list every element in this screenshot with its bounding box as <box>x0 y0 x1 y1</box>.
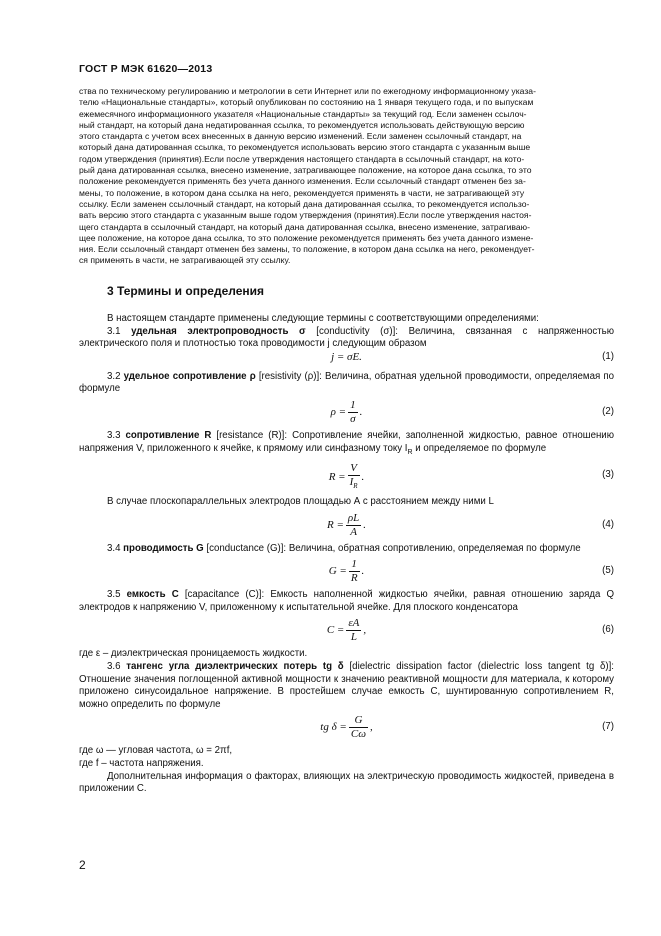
term-name: удельная электропроводность σ <box>131 325 306 337</box>
where-clause: где ω — угловая частота, ω = 2πf, <box>79 745 233 757</box>
equation-lhs: tg δ = <box>320 721 347 734</box>
intro-line: этого стандарта с учетом всех внесенных в данную версию изменений. Если заменен ссылочный стандарт, на <box>79 131 522 142</box>
denominator-symbol: I <box>349 476 354 489</box>
intro-paragraph <box>79 86 614 267</box>
equation-number: (2) <box>602 405 614 417</box>
intro-line: ства по техническому регулированию и метрологии в сети Интернет или по ежегодному информационному указа- <box>79 86 536 96</box>
equation-4 <box>79 509 614 543</box>
page-number: 2 <box>79 858 86 872</box>
equation-punct: . <box>363 518 367 531</box>
term-definition: Сопротивление ячейки, заполненной жидкостью, равное отношению напряжения V, приложенного к ячейке, к прямому или синфазному току I <box>79 429 614 454</box>
intro-line: годом утверждения (принятия).Если после утверждения настоящего стандарта в ссылочный стандарт, на кото- <box>79 153 525 164</box>
equation-lhs: R = <box>328 471 346 484</box>
equation-number: (5) <box>602 565 614 577</box>
fraction <box>349 714 368 741</box>
term-name: тангенс угла диэлектрических потерь tg δ <box>126 661 344 673</box>
equation-lhs: ρ = <box>330 406 347 418</box>
numerator: G <box>349 714 368 728</box>
term-english: [resistance (R)]: <box>216 429 288 441</box>
numerator: 1 <box>349 558 360 572</box>
term-3-6 <box>79 661 614 711</box>
term-english: [dielectric dissipation factor (dielectric loss tangent tg δ)]: <box>349 661 614 673</box>
equation-punct: . <box>359 406 363 418</box>
numerator: V <box>348 462 360 476</box>
term-english: [conductivity (σ)]: <box>316 325 398 337</box>
intro-line: мены, то положение, в котором дана ссылка на него, рекомендуется применять в части, не затрагивающей эту <box>79 187 525 198</box>
fraction <box>348 399 358 426</box>
denominator: L <box>350 631 357 644</box>
term-name: проводимость G <box>123 542 204 554</box>
subscript: R <box>353 482 358 491</box>
term-3-2 <box>79 371 614 396</box>
equation-number: (6) <box>602 624 614 636</box>
numerator: εA <box>348 617 360 630</box>
term-3-1 <box>79 326 614 351</box>
intro-line: щего стандарта в ссылочный стандарт, на который дана датированная ссылка, внесено изменение, затрагиваю- <box>79 221 530 232</box>
lead-paragraph: В настоящем стандарте применены следующие термины с соответствующими определениями: <box>107 313 539 324</box>
term-3-3 <box>79 430 614 459</box>
subscript: R <box>407 448 413 456</box>
section-body <box>79 313 614 796</box>
intro-line: положение рекомендуется применять без учета данного изменения. Если ссылочный стандарт отменен без за- <box>79 176 526 187</box>
equation-punct: . <box>361 565 365 578</box>
equation-number: (7) <box>602 721 614 733</box>
equation-number: (4) <box>602 518 614 530</box>
denominator <box>348 476 360 493</box>
equation-lhs: C = <box>326 624 345 637</box>
term-name: емкость C <box>126 589 179 601</box>
fraction <box>346 617 361 644</box>
term-number: 3.6 <box>107 661 121 673</box>
denominator: A <box>350 525 357 538</box>
equation-7 <box>79 711 614 745</box>
term-english: [capacitance (C)]: <box>184 589 265 601</box>
equation-6 <box>79 614 614 648</box>
intro-line: телю «Национальные стандарты», который опубликован по состоянию на 1 января текущего года, и по выпускам <box>79 97 534 108</box>
equation-number: (1) <box>602 350 614 362</box>
where-clause: где ε – диэлектрическая проницаемость жидкости. <box>79 648 308 660</box>
equation-2 <box>79 396 614 430</box>
equation-formula <box>79 617 614 644</box>
equation-5 <box>79 555 614 589</box>
intro-line: ежемесячного информационного указателя «Национальные стандарты» за текущий год. Если заменен ссылоч- <box>79 108 527 119</box>
equation-formula <box>79 399 614 426</box>
fraction <box>349 558 360 585</box>
intro-line: ния. Если ссылочный стандарт отменен без замены, то положение, в котором дана ссылка на него, рекомендует- <box>79 244 535 255</box>
term-3-5 <box>79 589 614 614</box>
term-definition-cont: и определяемое по формуле <box>412 442 547 454</box>
term-definition: Емкость наполненной жидкостью ячейки, равная отношению заряда Q электродов к напряжению V, приложенному к испытательной ячейке. Для плоского конденсатора <box>79 589 615 613</box>
denominator: σ <box>350 412 356 425</box>
equation-lhs: G = <box>328 565 347 578</box>
where-clause: где f – частота напряжения. <box>79 758 204 770</box>
term-english: [conductance (G)]: <box>206 542 287 554</box>
equation-formula: j = σE. <box>331 350 362 363</box>
term-number: 3.3 <box>107 429 121 441</box>
term-number: 3.1 <box>107 325 121 337</box>
term-name: сопротивление R <box>125 429 212 441</box>
equation-formula <box>79 462 614 493</box>
intro-line: щее положение, на которое дана ссылка, то это положение рекомендуется применять без учета данного измене- <box>79 232 534 243</box>
term-number: 3.2 <box>107 370 121 382</box>
denominator: Cω <box>350 728 366 741</box>
term-name: удельное сопротивление ρ <box>123 370 256 382</box>
term-english: [resistivity (ρ)]: <box>258 370 322 382</box>
numerator: ρL <box>347 511 360 524</box>
intro-line: ссылку. Если заменен ссылочный стандарт, на который дана датированная ссылка, то рекомендуется использо- <box>79 198 530 209</box>
term-definition: Величина, связанная с напряженностью электрического поля и плотностью тока проводимости j следующим образом <box>79 325 614 350</box>
term-definition: Величина, обратная сопротивлению, определяемая по формуле <box>288 542 581 554</box>
term-number: 3.4 <box>107 542 121 554</box>
equation-formula <box>79 558 614 585</box>
equation-number: (3) <box>602 469 614 481</box>
fraction <box>348 462 360 493</box>
equation-punct: . <box>361 471 365 484</box>
equation-formula <box>79 512 614 539</box>
equation-punct: , <box>369 721 373 734</box>
intro-line: ный стандарт, на который дана недатированная ссылка, то рекомендуется использовать действующую версию <box>79 119 525 130</box>
document-header: ГОСТ Р МЭК 61620—2013 <box>79 63 213 75</box>
equation-3 <box>79 459 614 493</box>
intro-line: вать версию этого стандарта с указанным выше годом утверждения (принятия).Если после утверждения настоя- <box>79 210 532 221</box>
intro-line: который дана датированная ссылка, то рекомендуется использовать версию этого стандарта с указанным выше <box>79 142 531 153</box>
denominator: R <box>350 572 358 585</box>
equation-lhs: R = <box>326 518 344 531</box>
intro-line: рый дана датированная ссылка, внесено изменение, затрагивающее положение, на которое дана ссылка, то это <box>79 165 532 176</box>
additional-info: Дополнительная информация о факторах, влияющих на электрическую проводимость жидкостей, приведена в приложении С. <box>79 770 614 795</box>
fraction <box>346 512 361 539</box>
term-number: 3.5 <box>107 589 121 601</box>
plate-paragraph: В случае плоскопараллельных электродов площадью А с расстоянием между ними L <box>107 496 494 508</box>
term-3-4 <box>79 543 614 556</box>
equation-1 <box>79 351 614 371</box>
equation-formula <box>79 714 614 741</box>
intro-line: ся применять в части, не затрагивающей эту ссылку. <box>79 255 291 266</box>
equation-punct: , <box>363 624 367 637</box>
numerator: 1 <box>350 398 356 411</box>
term-definition: Отношение значения поглощенной активной мощности к значению реактивной мощности для материала, к которому приложено синусоидальное напряжение. В простейшем случае емкость C, шунтированную сопротивлением R, можно определить по формуле <box>79 673 614 710</box>
term-definition: Величина, обратная удельной проводимости, определяемая по формуле <box>79 370 614 395</box>
section-title: 3 Термины и определения <box>107 284 265 298</box>
